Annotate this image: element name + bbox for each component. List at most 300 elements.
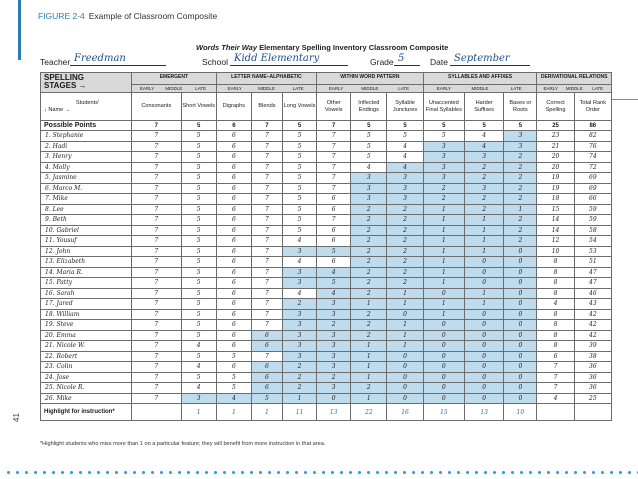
student-name: 26. Mike bbox=[41, 393, 132, 404]
score-cell: 5 bbox=[423, 131, 464, 142]
score-cell: 1 bbox=[351, 351, 387, 362]
score-cell: 7 bbox=[132, 351, 182, 362]
score-cell: 5 bbox=[282, 225, 316, 236]
score-cell: 2 bbox=[387, 236, 423, 247]
stage-sub-labels bbox=[216, 85, 316, 93]
student-name: 8. Lee bbox=[41, 204, 132, 215]
table-row bbox=[41, 341, 612, 352]
score-cell: 5 bbox=[181, 131, 216, 142]
score-cell: 1 bbox=[423, 204, 464, 215]
score-cell: 3 bbox=[351, 173, 387, 184]
score-cell: 7 bbox=[251, 162, 282, 173]
score-cell: 2 bbox=[504, 225, 537, 236]
stage-sub: LATE bbox=[398, 86, 410, 91]
score-cell: 15 bbox=[537, 204, 574, 215]
score-cell: 5 bbox=[181, 194, 216, 205]
score-cell: 0 bbox=[504, 246, 537, 257]
score-cell: 0 bbox=[423, 341, 464, 352]
score-cell: 42 bbox=[574, 330, 611, 341]
score-cell: 2 bbox=[351, 288, 387, 299]
score-cell: 2 bbox=[387, 215, 423, 226]
page-number: 41 bbox=[12, 413, 21, 422]
score-cell: 6 bbox=[216, 162, 251, 173]
highlight-count-cell: 13 bbox=[465, 404, 504, 421]
score-cell: 1 bbox=[423, 236, 464, 247]
school-label: School bbox=[202, 57, 228, 67]
score-cell: 7 bbox=[132, 215, 182, 226]
teacher-label: Teacher bbox=[40, 57, 71, 67]
score-cell: 0 bbox=[465, 393, 504, 404]
score-cell: 5 bbox=[282, 162, 316, 173]
score-cell: 4 bbox=[351, 162, 387, 173]
score-cell: 6 bbox=[216, 257, 251, 268]
score-cell: 7 bbox=[132, 225, 182, 236]
highlight-count-cell: 11 bbox=[282, 404, 316, 421]
score-cell: 46 bbox=[574, 288, 611, 299]
score-cell: 7 bbox=[132, 204, 182, 215]
score-cell: 7 bbox=[537, 362, 574, 373]
score-cell: 4 bbox=[282, 288, 316, 299]
score-cell: 12 bbox=[537, 236, 574, 247]
highlight-count-cell: 22 bbox=[351, 404, 387, 421]
score-cell: 59 bbox=[574, 215, 611, 226]
score-cell: 2 bbox=[387, 278, 423, 289]
score-cell: 5 bbox=[181, 141, 216, 152]
score-cell: 1 bbox=[465, 288, 504, 299]
score-cell: 4 bbox=[537, 393, 574, 404]
score-cell: 8 bbox=[537, 341, 574, 352]
student-name: 20. Emma bbox=[41, 330, 132, 341]
score-cell: 5 bbox=[181, 215, 216, 226]
score-cell: 1 bbox=[423, 309, 464, 320]
student-name: 9. Beth bbox=[41, 215, 132, 226]
score-cell: 7 bbox=[251, 225, 282, 236]
score-cell: 3 bbox=[282, 351, 316, 362]
score-cell: 1 bbox=[351, 393, 387, 404]
stage-sub: EARLY bbox=[328, 86, 344, 91]
score-cell: 2 bbox=[351, 236, 387, 247]
score-cell: 5 bbox=[181, 351, 216, 362]
score-cell: 1 bbox=[465, 225, 504, 236]
possible-points-cell: 86 bbox=[574, 121, 611, 131]
feature-header: Correct Spelling bbox=[537, 93, 574, 121]
score-cell: 47 bbox=[574, 267, 611, 278]
score-cell: 2 bbox=[351, 267, 387, 278]
student-name: 2. Hadi bbox=[41, 141, 132, 152]
score-cell: 0 bbox=[504, 278, 537, 289]
score-cell: 3 bbox=[317, 362, 351, 373]
feature-header: Syllable Junctures bbox=[387, 93, 423, 121]
score-cell: 7 bbox=[251, 131, 282, 142]
score-cell: 6 bbox=[317, 225, 351, 236]
feature-header: Bases or Roots bbox=[504, 93, 537, 121]
score-cell: 1 bbox=[387, 341, 423, 352]
slide-accent-bar bbox=[18, 0, 21, 60]
score-cell: 7 bbox=[132, 341, 182, 352]
score-cell: 5 bbox=[181, 246, 216, 257]
date-label: Date bbox=[430, 57, 448, 67]
score-cell: 2 bbox=[351, 246, 387, 257]
score-cell: 2 bbox=[504, 152, 537, 163]
stage-sub: EARLY bbox=[543, 86, 558, 91]
score-cell: 0 bbox=[504, 267, 537, 278]
footnote: *Highlight students who miss more than 1 on a particular feature; they will benefit from more instruction in that area. bbox=[40, 441, 326, 447]
score-cell: 1 bbox=[465, 236, 504, 247]
date-field[interactable]: September bbox=[450, 52, 530, 66]
score-cell: 72 bbox=[574, 162, 611, 173]
table-row bbox=[41, 236, 612, 247]
classroom-composite-sheet bbox=[40, 72, 612, 421]
table-row bbox=[41, 267, 612, 278]
score-cell: 3 bbox=[181, 393, 216, 404]
table-row bbox=[41, 204, 612, 215]
score-cell: 4 bbox=[537, 299, 574, 310]
score-cell: 51 bbox=[574, 257, 611, 268]
feature-header: Total Rank Order bbox=[574, 93, 611, 121]
score-cell: 7 bbox=[317, 152, 351, 163]
feature-header: Other Vowels bbox=[317, 93, 351, 121]
table-row bbox=[41, 257, 612, 268]
score-cell: 6 bbox=[251, 383, 282, 394]
score-cell: 1 bbox=[423, 299, 464, 310]
score-cell: 7 bbox=[251, 152, 282, 163]
grade-label: Grade bbox=[370, 57, 394, 67]
score-cell: 18 bbox=[537, 194, 574, 205]
score-cell: 8 bbox=[537, 309, 574, 320]
score-cell: 8 bbox=[537, 330, 574, 341]
student-name: 18. William bbox=[41, 309, 132, 320]
score-cell: 21 bbox=[537, 141, 574, 152]
score-cell: 7 bbox=[132, 257, 182, 268]
composite-header-form bbox=[40, 52, 612, 68]
score-cell: 2 bbox=[465, 162, 504, 173]
score-cell: 3 bbox=[282, 267, 316, 278]
score-cell: 5 bbox=[181, 173, 216, 184]
student-name: 15. Patty bbox=[41, 278, 132, 289]
grade-field[interactable]: 5 bbox=[394, 52, 420, 66]
table-row bbox=[41, 383, 612, 394]
score-cell: 8 bbox=[537, 288, 574, 299]
feature-header-row bbox=[41, 93, 612, 121]
score-cell: 6 bbox=[216, 215, 251, 226]
score-cell: 6 bbox=[216, 288, 251, 299]
score-cell: 5 bbox=[181, 309, 216, 320]
student-name: 14. Maria R. bbox=[41, 267, 132, 278]
score-cell: 6 bbox=[216, 183, 251, 194]
score-cell: 4 bbox=[216, 393, 251, 404]
score-cell: 7 bbox=[132, 278, 182, 289]
score-cell: 1 bbox=[423, 246, 464, 257]
highlight-count-cell: 1 bbox=[251, 404, 282, 421]
score-cell: 53 bbox=[574, 246, 611, 257]
score-cell: 2 bbox=[504, 173, 537, 184]
score-cell: 7 bbox=[251, 278, 282, 289]
score-cell: 6 bbox=[216, 141, 251, 152]
score-cell: 6 bbox=[216, 362, 251, 373]
score-cell: 1 bbox=[351, 362, 387, 373]
score-cell: 5 bbox=[181, 257, 216, 268]
possible-points-cell: 5 bbox=[465, 121, 504, 131]
score-cell: 23 bbox=[537, 131, 574, 142]
score-cell: 1 bbox=[465, 299, 504, 310]
score-cell: 2 bbox=[351, 383, 387, 394]
score-cell: 5 bbox=[181, 236, 216, 247]
score-cell: 0 bbox=[504, 320, 537, 331]
score-cell: 3 bbox=[282, 330, 316, 341]
score-cell: 2 bbox=[465, 204, 504, 215]
score-cell: 0 bbox=[465, 351, 504, 362]
score-cell: 0 bbox=[504, 257, 537, 268]
score-cell: 2 bbox=[282, 299, 316, 310]
score-cell: 2 bbox=[465, 173, 504, 184]
score-cell: 6 bbox=[251, 372, 282, 383]
score-cell: 19 bbox=[537, 183, 574, 194]
table-row bbox=[41, 194, 612, 205]
score-cell: 2 bbox=[387, 257, 423, 268]
score-cell: 1 bbox=[351, 299, 387, 310]
score-cell: 2 bbox=[282, 372, 316, 383]
feature-header: Blends bbox=[251, 93, 282, 121]
table-row bbox=[41, 183, 612, 194]
score-cell: 1 bbox=[423, 278, 464, 289]
score-cell: 6 bbox=[251, 362, 282, 373]
score-cell: 6 bbox=[216, 320, 251, 331]
highlight-count-cell: 1 bbox=[181, 404, 216, 421]
score-cell: 7 bbox=[251, 141, 282, 152]
score-cell: 0 bbox=[423, 320, 464, 331]
score-cell: 6 bbox=[216, 236, 251, 247]
score-cell: 7 bbox=[132, 246, 182, 257]
score-cell: 0 bbox=[465, 362, 504, 373]
score-cell: 0 bbox=[387, 372, 423, 383]
teacher-field[interactable]: Freedman bbox=[70, 52, 166, 66]
highlight-instruction-label: Highlight for instruction* bbox=[41, 404, 132, 421]
score-cell: 6 bbox=[216, 194, 251, 205]
stage-sub: EARLY bbox=[436, 86, 452, 91]
score-cell: 8 bbox=[537, 267, 574, 278]
stage-group: LETTER NAME–ALPHABETIC bbox=[216, 73, 316, 85]
score-cell: 4 bbox=[387, 162, 423, 173]
student-name: 4. Molly bbox=[41, 162, 132, 173]
highlight-instruction-row bbox=[41, 404, 612, 421]
score-cell: 25 bbox=[574, 393, 611, 404]
table-row bbox=[41, 162, 612, 173]
score-cell: 6 bbox=[317, 257, 351, 268]
stage-sub: MIDDLE bbox=[361, 86, 379, 91]
score-cell: 3 bbox=[282, 246, 316, 257]
score-cell: 5 bbox=[181, 330, 216, 341]
student-name: 24. Jose bbox=[41, 372, 132, 383]
score-cell: 5 bbox=[351, 152, 387, 163]
score-cell: 43 bbox=[574, 299, 611, 310]
table-row bbox=[41, 173, 612, 184]
score-cell: 1 bbox=[387, 330, 423, 341]
score-cell: 7 bbox=[132, 236, 182, 247]
score-cell: 5 bbox=[351, 131, 387, 142]
score-cell: 54 bbox=[574, 236, 611, 247]
stage-sub: LATE bbox=[195, 86, 207, 91]
score-cell: 20 bbox=[537, 152, 574, 163]
score-cell: 5 bbox=[181, 288, 216, 299]
stage-sub: LATE bbox=[510, 86, 522, 91]
score-cell: 7 bbox=[251, 320, 282, 331]
score-cell: 0 bbox=[423, 330, 464, 341]
score-cell: 0 bbox=[387, 362, 423, 373]
possible-points-cell: 5 bbox=[387, 121, 423, 131]
score-cell: 1 bbox=[351, 372, 387, 383]
score-cell: 2 bbox=[504, 194, 537, 205]
table-row bbox=[41, 309, 612, 320]
score-cell: 1 bbox=[351, 341, 387, 352]
score-cell: 6 bbox=[216, 152, 251, 163]
score-cell: 4 bbox=[282, 236, 316, 247]
score-cell: 4 bbox=[317, 267, 351, 278]
score-cell: 2 bbox=[504, 215, 537, 226]
score-cell: 2 bbox=[351, 330, 387, 341]
score-cell: 0 bbox=[504, 372, 537, 383]
score-cell: 7 bbox=[317, 131, 351, 142]
spelling-stages-title bbox=[41, 73, 132, 93]
score-cell: 3 bbox=[317, 351, 351, 362]
score-cell: 2 bbox=[317, 320, 351, 331]
student-name: 21. Nicole W. bbox=[41, 341, 132, 352]
score-cell: 7 bbox=[251, 299, 282, 310]
score-cell: 5 bbox=[216, 383, 251, 394]
students-header-line1: Students' bbox=[75, 100, 100, 107]
student-name: 16. Sarah bbox=[41, 288, 132, 299]
student-name: 12. John bbox=[41, 246, 132, 257]
score-cell: 2 bbox=[351, 257, 387, 268]
score-cell: 3 bbox=[282, 320, 316, 331]
score-cell: 5 bbox=[282, 204, 316, 215]
student-name: 11. Yousuf bbox=[41, 236, 132, 247]
score-cell: 0 bbox=[504, 330, 537, 341]
feature-header: Long Vowels bbox=[282, 93, 316, 121]
score-cell: 5 bbox=[317, 278, 351, 289]
feature-header: Inflected Endings bbox=[351, 93, 387, 121]
score-cell: 0 bbox=[317, 393, 351, 404]
title-book-name: Words Their Way bbox=[196, 43, 257, 52]
table-row bbox=[41, 288, 612, 299]
score-cell: 0 bbox=[504, 383, 537, 394]
score-cell: 7 bbox=[132, 141, 182, 152]
score-cell: 5 bbox=[181, 183, 216, 194]
table-row bbox=[41, 215, 612, 226]
score-cell: 6 bbox=[216, 246, 251, 257]
score-cell: 69 bbox=[574, 183, 611, 194]
stages-title-line1: SPELLING bbox=[44, 73, 85, 82]
score-cell: 0 bbox=[423, 383, 464, 394]
score-cell: 82 bbox=[574, 131, 611, 142]
score-cell: 3 bbox=[423, 141, 464, 152]
score-cell: 14 bbox=[537, 215, 574, 226]
score-cell: 3 bbox=[387, 194, 423, 205]
score-cell: 0 bbox=[465, 257, 504, 268]
score-cell: 7 bbox=[132, 288, 182, 299]
score-cell: 1 bbox=[387, 320, 423, 331]
stage-group: DERIVATIONAL RELATIONS bbox=[537, 73, 612, 85]
slide-dotted-border bbox=[4, 470, 638, 475]
score-cell: 7 bbox=[251, 288, 282, 299]
score-cell: 0 bbox=[423, 393, 464, 404]
student-name: 10. Gabriel bbox=[41, 225, 132, 236]
title-rest: Elementary Spelling Inventory Classroom Composite bbox=[257, 43, 449, 52]
score-cell: 0 bbox=[423, 351, 464, 362]
score-cell: 0 bbox=[504, 341, 537, 352]
score-cell: 7 bbox=[251, 215, 282, 226]
table-row bbox=[41, 362, 612, 373]
possible-points-cell: 5 bbox=[504, 121, 537, 131]
score-cell: 7 bbox=[251, 309, 282, 320]
possible-points-cell: 7 bbox=[251, 121, 282, 131]
possible-points-cell: 25 bbox=[537, 121, 574, 131]
score-cell: 2 bbox=[504, 162, 537, 173]
table-row bbox=[41, 152, 612, 163]
score-cell: 3 bbox=[423, 162, 464, 173]
possible-points-cell: 7 bbox=[132, 121, 182, 131]
score-cell: 2 bbox=[351, 320, 387, 331]
score-cell: 5 bbox=[181, 299, 216, 310]
score-cell: 7 bbox=[317, 173, 351, 184]
score-cell: 4 bbox=[282, 257, 316, 268]
table-row bbox=[41, 393, 612, 404]
stage-sub-labels bbox=[423, 85, 537, 93]
score-cell: 6 bbox=[251, 341, 282, 352]
possible-points-cell: 5 bbox=[181, 121, 216, 131]
student-name: 25. Nicole R. bbox=[41, 383, 132, 394]
score-cell: 5 bbox=[181, 320, 216, 331]
score-cell: 6 bbox=[537, 351, 574, 362]
score-cell: 74 bbox=[574, 152, 611, 163]
document-title bbox=[196, 43, 448, 52]
score-cell: 3 bbox=[282, 309, 316, 320]
stage-sub: EARLY bbox=[139, 86, 155, 91]
school-field[interactable]: Kidd Elementary bbox=[230, 52, 348, 66]
score-cell: 6 bbox=[216, 173, 251, 184]
score-cell: 7 bbox=[132, 299, 182, 310]
score-cell: 4 bbox=[387, 141, 423, 152]
score-cell: 7 bbox=[251, 204, 282, 215]
score-cell: 8 bbox=[537, 257, 574, 268]
score-cell: 2 bbox=[504, 236, 537, 247]
possible-points-cell: 5 bbox=[282, 121, 316, 131]
score-cell: 7 bbox=[251, 183, 282, 194]
score-cell: 5 bbox=[181, 267, 216, 278]
score-cell: 1 bbox=[282, 393, 316, 404]
score-cell: 5 bbox=[181, 152, 216, 163]
score-cell: 7 bbox=[132, 183, 182, 194]
score-cell: 2 bbox=[465, 194, 504, 205]
score-cell: 19 bbox=[537, 173, 574, 184]
score-cell: 5 bbox=[181, 225, 216, 236]
score-cell: 5 bbox=[181, 372, 216, 383]
score-cell: 0 bbox=[504, 299, 537, 310]
score-cell: 2 bbox=[423, 183, 464, 194]
score-cell: 7 bbox=[537, 383, 574, 394]
score-cell: 3 bbox=[423, 173, 464, 184]
score-cell: 3 bbox=[317, 341, 351, 352]
highlight-count-cell bbox=[132, 404, 182, 421]
score-cell: 2 bbox=[351, 225, 387, 236]
score-cell: 5 bbox=[282, 215, 316, 226]
table-row bbox=[41, 131, 612, 142]
score-cell: 7 bbox=[251, 236, 282, 247]
score-cell: 3 bbox=[282, 278, 316, 289]
students-name-header bbox=[41, 93, 132, 121]
score-cell: 3 bbox=[387, 173, 423, 184]
score-cell: 3 bbox=[282, 341, 316, 352]
score-cell: 2 bbox=[387, 246, 423, 257]
